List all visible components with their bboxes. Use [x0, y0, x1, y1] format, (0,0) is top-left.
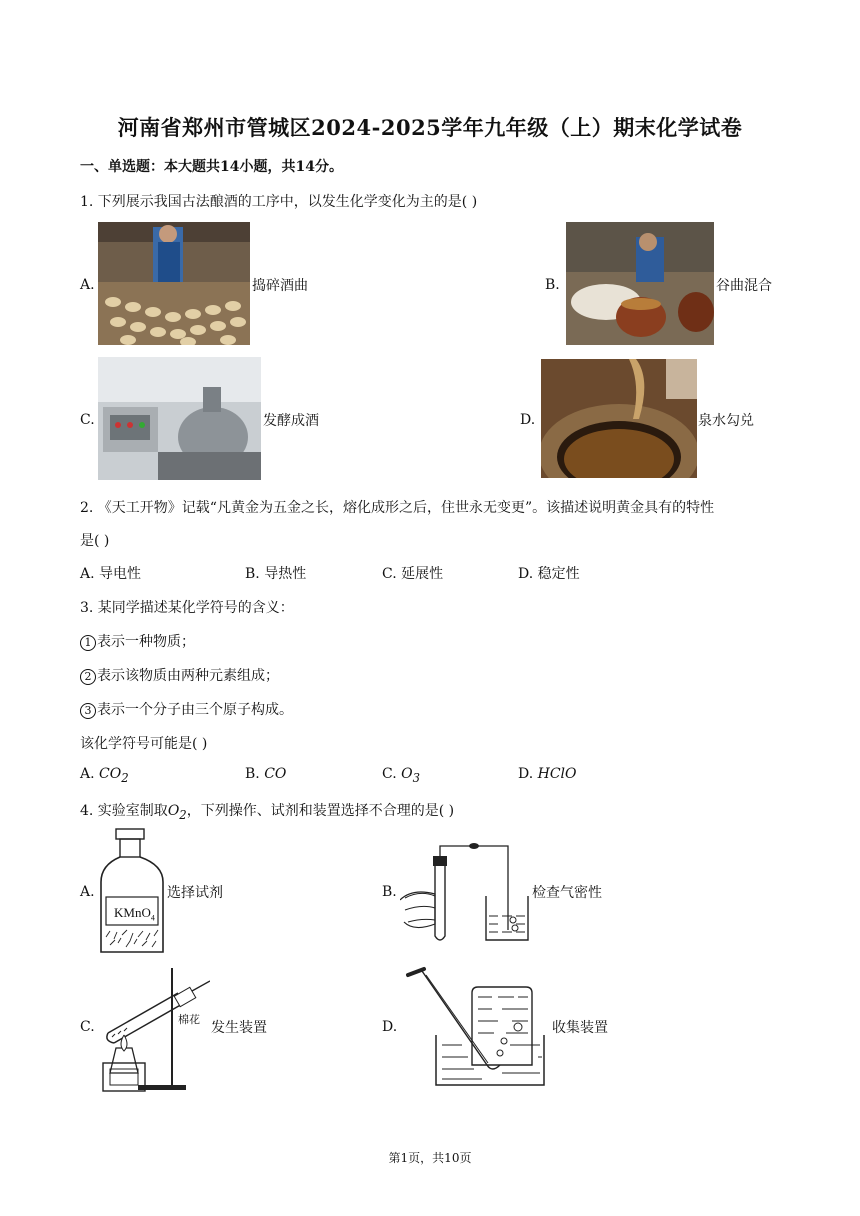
q1-caption-b: 谷曲混合 [716, 278, 772, 294]
q1-caption-d: 泉水勾兑 [698, 413, 754, 429]
q4-generator-diagram [98, 963, 210, 1093]
q1-stem: 1. 下列展示我国古法酿酒的工序中，以发生化学变化为主的是( ) [80, 194, 478, 210]
q4-caption-b: 检查气密性 [532, 885, 602, 901]
q1-photo-c [98, 357, 261, 480]
q4-airtightness-diagram [400, 838, 530, 948]
reagent-label [114, 905, 155, 923]
q3-option-c [382, 766, 420, 785]
formula: O [401, 766, 413, 782]
q4-stem [80, 800, 454, 822]
formula-subscript: 2 [179, 807, 187, 822]
q3-option-a [80, 766, 129, 785]
q3-item-text: 表示一种物质； [97, 634, 195, 650]
q4-stem-pre: 4. 实验室制取 [80, 803, 168, 819]
q1-photo-a [98, 222, 250, 345]
q4-option-d-label: D. [382, 1019, 398, 1035]
q1-caption-a: 捣碎酒曲 [252, 278, 308, 294]
formula: CO [99, 766, 122, 782]
q4-option-a-label: A. [80, 884, 95, 900]
page-footer: 第1页，共10页 [388, 1151, 472, 1165]
page-title: 河南省郑州市管城区2024-2025学年九年级（上）期末化学试卷 [117, 115, 743, 140]
circled-number: 1 [80, 635, 96, 651]
q3-item-text: 表示一个分子由三个原子构成。 [97, 702, 293, 718]
q1-option-a-label: A. [80, 277, 95, 293]
q3-stem: 3. 某同学描述某化学符号的含义： [80, 600, 294, 616]
q3-option-b [245, 766, 286, 782]
cotton-label: 棉花 [178, 1013, 200, 1026]
section-heading: 一、单选题：本大题共14小题，共14分。 [80, 159, 343, 175]
q1-photo-b [566, 222, 714, 345]
reagent-subscript: 4 [150, 913, 155, 923]
q4-reagent-bottle-diagram [96, 827, 168, 957]
option-label: A. [80, 766, 95, 782]
formula-subscript: 2 [121, 770, 129, 785]
q2-stem-line1: 2. 《天工开物》记载“凡黄金为五金之长，熔化成形之后，住世永无变更”。该描述说明黄金具有的特性 [80, 500, 715, 516]
q4-option-b-label: B. [382, 884, 397, 900]
circled-number: 3 [80, 703, 96, 719]
reagent-formula: KMnO [114, 905, 151, 920]
q2-option-c: C. 延展性 [382, 566, 444, 582]
q4-collector-diagram [402, 965, 548, 1090]
q1-option-b-label: B. [545, 277, 560, 293]
q1-caption-c: 发酵成酒 [263, 413, 319, 429]
q2-option-d: D. 稳定性 [518, 566, 580, 582]
q2-stem-line2: 是( ) [80, 533, 110, 549]
option-label: C. [382, 766, 397, 782]
q1-photo-d [541, 359, 697, 478]
q2-option-a: A. 导电性 [80, 566, 142, 582]
option-label: D. [518, 766, 534, 782]
q1-option-c-label: C. [80, 412, 95, 428]
q4-caption-a: 选择试剂 [167, 885, 223, 901]
q3-ask: 该化学符号可能是( ) [80, 736, 208, 752]
q4-option-c-label: C. [80, 1019, 95, 1035]
q4-caption-d: 收集装置 [552, 1020, 608, 1036]
formula-subscript: 3 [412, 770, 421, 785]
q3-item-2 [80, 665, 279, 685]
circled-number: 2 [80, 669, 96, 685]
q4-caption-c: 发生装置 [211, 1020, 267, 1036]
formula: HClO [537, 766, 577, 782]
option-label: B. [245, 766, 260, 782]
q3-option-d [518, 766, 577, 782]
q1-option-d-label: D. [520, 412, 536, 428]
formula: CO [264, 766, 287, 782]
q3-item-1 [80, 631, 195, 651]
formula: O [167, 803, 180, 819]
q4-stem-post: ，下列操作、试剂和装置选择不合理的是( ) [186, 803, 455, 819]
q2-option-b: B. 导热性 [245, 566, 307, 582]
q3-item-text: 表示该物质由两种元素组成； [97, 668, 279, 684]
q3-item-3 [80, 699, 293, 719]
